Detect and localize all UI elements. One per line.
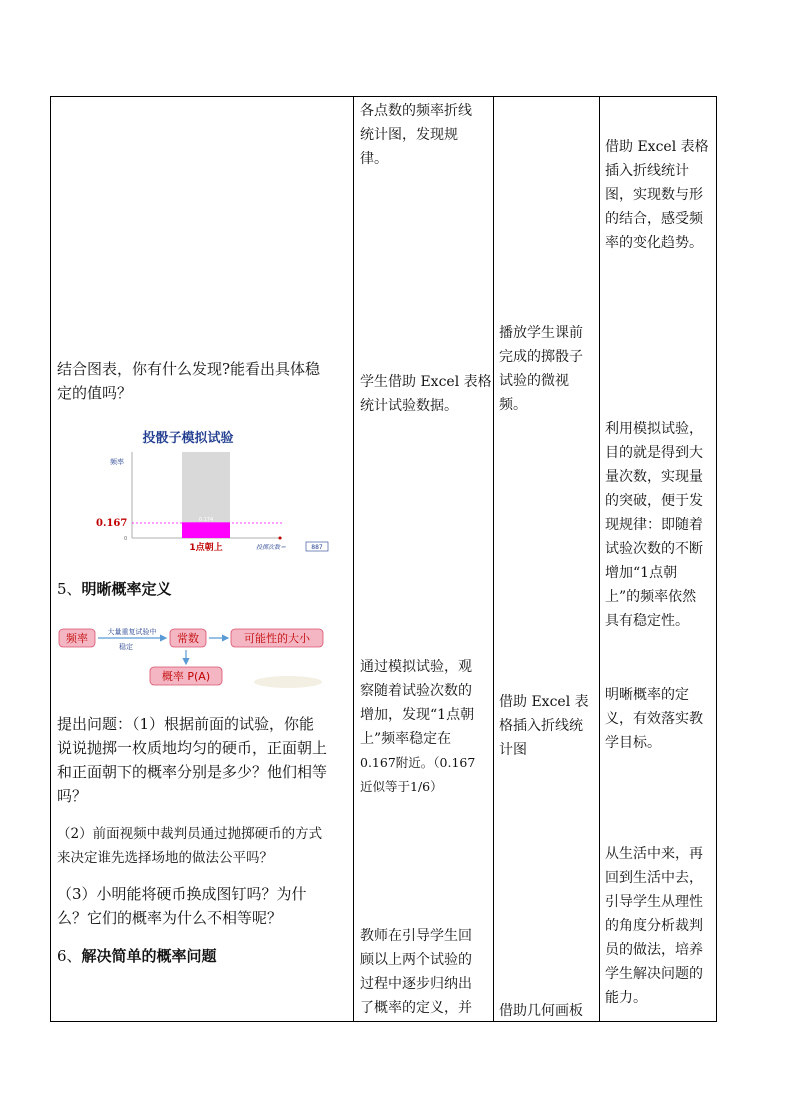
- design-intent-line: 的角度分析裁判: [605, 918, 703, 934]
- student-activity-line: 增加，发现“1点朝: [360, 707, 475, 723]
- student-activity-line: 察随着试验次数的: [360, 683, 472, 699]
- node-constant-label: 常数: [177, 632, 199, 645]
- question-1-line: 吗？: [57, 787, 88, 805]
- question-1-line: 说说抛掷一枚质地均匀的硬币，正面朝上: [57, 739, 328, 757]
- student-activity-line: 通过模拟试验，观: [360, 659, 472, 675]
- origin-label: 0: [124, 536, 128, 542]
- question-1-line: 提出问题：（1）根据前面的试验，你能: [57, 715, 315, 733]
- design-intent-line: 增加“1点朝: [605, 565, 678, 581]
- design-intent-line: 现规律：即随着: [605, 517, 703, 533]
- question-1-line: 和正面朝下的概率分别是多少？他们相等: [57, 763, 328, 781]
- node-frequency-label: 频率: [66, 632, 88, 645]
- media-line: 试验的微视: [499, 373, 569, 389]
- node-possibility-label: 可能性的大小: [244, 632, 310, 645]
- design-intent-line: 明晰概率的定: [605, 687, 689, 703]
- media-line: 播放学生课前: [499, 325, 583, 341]
- counter-value: 887: [311, 544, 323, 551]
- student-activity-line: 上”频率稳定在: [360, 731, 452, 747]
- question-2-line: 来决定谁先选择场地的做法公平吗？: [57, 850, 273, 866]
- design-intent-line: 利用模拟试验，: [605, 421, 703, 437]
- design-intent-line: 的结合，感受频: [605, 211, 703, 227]
- y-axis-label: 频率: [110, 458, 124, 466]
- arrow-top-label: 大量重复试验中: [107, 628, 157, 636]
- design-intent-line: 具有稳定性。: [605, 613, 689, 629]
- category-label: 1点朝上: [189, 543, 223, 553]
- section-5-heading: [57, 577, 172, 601]
- student-activity-line: 顾以上两个试验的: [360, 952, 472, 968]
- design-intent-line: 插入折线统计: [605, 163, 689, 179]
- design-intent-line: 能力。: [605, 990, 647, 1006]
- bar-data-label: 0.174: [198, 517, 214, 523]
- counter-label: 投掷次数＝: [256, 544, 287, 551]
- student-activity-line: 学生借助 Excel 表格: [360, 374, 492, 390]
- design-intent-line: 学目标。: [605, 735, 661, 751]
- reference-label: 0.167: [96, 518, 128, 529]
- design-intent-line: 的突破，便于发: [605, 493, 703, 509]
- design-intent-line: 率的变化趋势。: [605, 235, 703, 251]
- student-activity-line: 教师在引导学生回: [360, 928, 472, 944]
- design-intent-line: 图，实现数与形: [605, 187, 703, 203]
- column-divider: [353, 97, 354, 1021]
- student-activity-line: 各点数的频率折线: [360, 103, 472, 119]
- column-divider: [493, 97, 494, 1021]
- design-intent-line: 从生活中来，再: [605, 846, 703, 862]
- design-intent-line: 回到生活中去，: [605, 870, 703, 886]
- design-intent-line: 员的做法，培养: [605, 942, 703, 958]
- design-intent-line: 试验次数的不断: [605, 541, 703, 557]
- media-line: 计图: [499, 742, 527, 758]
- media-line: 格插入折线统: [499, 718, 583, 734]
- arrow-bottom-label: 稳定: [119, 643, 133, 651]
- node-probability-label: 概率 P(A): [161, 670, 211, 683]
- design-intent-line: 上”的频率依然: [605, 589, 697, 605]
- question-3-line: （3）小明能将硬币换成图钉吗？为什: [57, 885, 307, 903]
- section-number: 5、: [57, 580, 82, 598]
- bar-1-up: [182, 522, 230, 538]
- media-line: 借助几何画板: [499, 1003, 583, 1019]
- probability-concept-diagram: [58, 624, 334, 690]
- section-title: 解决简单的概率问题: [81, 947, 217, 965]
- student-activity-line: 统计图，发现规: [360, 127, 458, 143]
- question-2-line: （2）前面视频中裁判员通过抛掷硬币的方式: [57, 826, 323, 842]
- media-line: 完成的掷骰子: [499, 349, 583, 365]
- dice-simulation-chart: [92, 428, 342, 556]
- student-activity-line: 统计试验数据。: [360, 398, 458, 414]
- design-intent-line: 引导学生从理性: [605, 894, 703, 910]
- student-activity-line: 了概率的定义，并: [360, 1000, 472, 1016]
- design-intent-line: 量次数，实现量: [605, 469, 703, 485]
- student-activity-line: 0.167附近。（0.167: [360, 755, 476, 770]
- question-3-line: 么？它们的概率为什么不相等呢？: [57, 909, 283, 927]
- design-intent-line: 学生解决问题的: [605, 966, 703, 982]
- chart-title: 投骰子模拟试验: [142, 431, 234, 446]
- column-divider: [599, 97, 600, 1021]
- decorative-shadow: [254, 676, 322, 688]
- section-title: 明晰概率定义: [81, 580, 172, 598]
- design-intent-line: 义，有效落实教: [605, 711, 703, 727]
- student-activity-line: 近似等于1/6）: [360, 779, 443, 794]
- question-line: 定的值吗？: [57, 384, 133, 402]
- section-6-heading: [57, 944, 217, 968]
- section-number: 6、: [57, 947, 82, 965]
- student-activity-line: 律。: [360, 151, 388, 167]
- media-line: 频。: [499, 397, 527, 413]
- axis-end-dot: [279, 537, 282, 540]
- media-line: 借助 Excel 表: [499, 694, 589, 710]
- design-intent-line: 目的就是得到大: [605, 445, 703, 461]
- student-activity-line: 过程中逐步归纳出: [360, 976, 472, 992]
- design-intent-line: 借助 Excel 表格: [605, 139, 709, 155]
- question-line: 结合图表，你有什么发现?能看出具体稳: [57, 360, 321, 378]
